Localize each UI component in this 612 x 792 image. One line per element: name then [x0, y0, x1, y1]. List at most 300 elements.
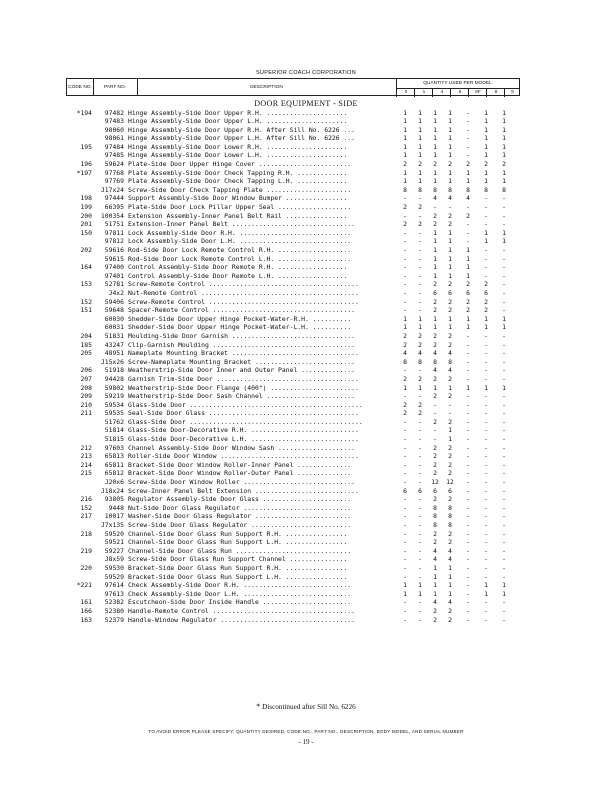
quantity-cell: - — [484, 220, 488, 229]
quantity-cell: 1 — [403, 125, 407, 134]
quantity-cell: 2 — [418, 374, 422, 383]
quantity-cell: 2 — [466, 280, 470, 289]
quantity-cell: - — [418, 392, 422, 401]
table-row — [0, 375, 612, 384]
part-no-cell: J7x135 — [100, 521, 124, 529]
quantity-cell: - — [466, 340, 470, 349]
quantity-cell: - — [418, 426, 422, 435]
quantity-cell: 1 — [448, 581, 452, 590]
part-no-cell: 97400 — [104, 263, 124, 272]
quantity-cell: 2 — [466, 160, 470, 169]
quantity-cell: 8 — [466, 185, 470, 194]
quantity-cell: - — [418, 529, 422, 538]
table-row — [0, 349, 612, 358]
quantity-cell: 6 — [484, 288, 488, 297]
quantity-cell: - — [484, 478, 488, 487]
part-no-cell: 48951 — [104, 349, 124, 358]
quantity-cell: 2 — [448, 331, 452, 340]
code-no-cell: 151 — [80, 306, 92, 315]
quantity-cell: - — [466, 142, 470, 151]
quantity-cell: 1 — [448, 134, 452, 143]
description-cell: Hinge Assembly-Side Door Lower L.H. ..................... — [128, 151, 348, 160]
table-row — [0, 401, 612, 410]
quantity-cell: 1 — [484, 323, 488, 332]
quantity-cell: - — [502, 374, 506, 383]
quantity-cell: 2 — [433, 460, 437, 469]
quantity-cell: - — [502, 572, 506, 581]
code-no-cell: 152 — [80, 297, 92, 306]
quantity-cell: 8 — [403, 357, 407, 366]
quantity-cell: - — [466, 237, 470, 246]
quantity-cell: 8 — [433, 185, 437, 194]
quantity-cell: 1 — [448, 108, 452, 117]
quantity-cell: 1 — [484, 237, 488, 246]
quantity-cell: 2 — [448, 306, 452, 315]
quantity-cell: - — [418, 495, 422, 504]
quantity-cell: - — [466, 495, 470, 504]
quantity-cell: - — [418, 246, 422, 254]
description-cell: Nameplate Mounting Bracket ................................. — [128, 349, 359, 358]
quantity-cell: - — [466, 469, 470, 478]
description-cell: Moulding-Side Door Garnish ................................ — [128, 331, 356, 340]
quantity-cell: 2 — [418, 203, 422, 212]
description-cell: Bracket-Side Door Glass Run Support L.H. ................ — [128, 572, 348, 581]
quantity-cell: 1 — [466, 271, 470, 280]
quantity-cell: 1 — [418, 383, 422, 392]
part-no-cell: 59615 — [104, 254, 124, 263]
part-no-cell: 60030 — [104, 314, 124, 323]
quantity-cell: 2 — [418, 409, 422, 418]
quantity-cell: 2 — [418, 160, 422, 169]
page-number: - 19 - — [298, 738, 314, 746]
description-cell: Lock Assembly-Side Door L.H. ............................. — [128, 237, 352, 246]
quantity-cell: 1 — [502, 108, 506, 117]
footnote-star: * — [256, 702, 261, 711]
quantity-cell: 1 — [466, 314, 470, 323]
quantity-cell: 2 — [433, 340, 437, 349]
quantity-cell: - — [484, 443, 488, 452]
table-row — [0, 495, 612, 504]
description-cell: Channel-Side Door Glass Run Support R.H. ................ — [128, 529, 348, 538]
quantity-cell: 1 — [433, 134, 437, 143]
quantity-cell: - — [502, 460, 506, 469]
quantity-cell: - — [466, 108, 470, 117]
quantity-cell: - — [418, 460, 422, 469]
description-cell: Hinge Assembly-Side Door Lower R.H. ..................... — [128, 142, 348, 151]
quantity-cell: - — [484, 572, 488, 581]
quantity-cell: - — [403, 598, 407, 607]
table-row — [0, 478, 612, 487]
model-header: 8 — [486, 88, 505, 97]
quantity-cell: 1 — [484, 151, 488, 160]
quantity-cell: 2 — [448, 417, 452, 426]
part-no-cell: 52382 — [104, 598, 124, 607]
quantity-cell: - — [403, 246, 407, 254]
description-cell: Nut-Remote Control ......................................... — [128, 288, 359, 297]
quantity-cell: - — [502, 598, 506, 607]
part-no-cell: 98061 — [104, 134, 124, 143]
part-no-cell: 59534 — [104, 400, 124, 409]
quantity-cell: 2 — [433, 392, 437, 401]
quantity-cell: - — [403, 521, 407, 529]
description-cell: Plate Assembly-Side Door Check Tapping L.H. ............. — [128, 177, 348, 186]
part-no-cell: 59624 — [104, 160, 124, 169]
quantity-cell: - — [418, 306, 422, 315]
quantity-cell: - — [466, 452, 470, 461]
quantity-cell: - — [466, 349, 470, 358]
quantity-cell: 1 — [466, 177, 470, 186]
quantity-cell: 1 — [418, 581, 422, 590]
quantity-cell: 8 — [433, 521, 437, 529]
code-no-cell: 212 — [80, 443, 92, 452]
quantity-cell: - — [403, 237, 407, 246]
quantity-cell: 2 — [418, 400, 422, 409]
table-row — [0, 263, 612, 272]
quantity-cell: - — [403, 615, 407, 624]
code-no-cell: 185 — [80, 340, 92, 349]
quantity-cell: - — [502, 443, 506, 452]
quantity-cell: 1 — [433, 263, 437, 272]
part-no-cell: 51918 — [104, 366, 124, 375]
quantity-cell: 2 — [418, 331, 422, 340]
quantity-cell: - — [403, 435, 407, 444]
part-no-cell: 59520 — [104, 529, 124, 538]
quantity-cell: - — [466, 615, 470, 624]
part-no-cell: 51831 — [104, 331, 124, 340]
quantity-cell: - — [466, 228, 470, 237]
description-cell: Clip-Garnish Moulding ..................................... — [128, 340, 356, 349]
quantity-cell: - — [484, 357, 488, 366]
quantity-cell: 1 — [433, 271, 437, 280]
quantity-cell: - — [484, 392, 488, 401]
table-row — [0, 358, 612, 367]
part-no-cell: 97482 — [104, 108, 124, 117]
quantity-cell: 1 — [448, 151, 452, 160]
part-no-cell: 94428 — [104, 374, 124, 383]
quantity-cell: - — [502, 426, 506, 435]
quantity-cell: 1 — [448, 254, 452, 263]
table-row — [0, 564, 612, 573]
quantity-cell: 1 — [502, 323, 506, 332]
quantity-cell: - — [403, 469, 407, 478]
quantity-cell: 2 — [448, 495, 452, 504]
quantity-cell: - — [418, 469, 422, 478]
code-no-cell: *197 — [76, 168, 92, 177]
quantity-cell: - — [466, 538, 470, 547]
quantity-cell: - — [502, 297, 506, 306]
quantity-cell: - — [466, 555, 470, 564]
quantity-cell: 2 — [448, 452, 452, 461]
quantity-cell: 2 — [448, 220, 452, 229]
quantity-cell: 2 — [433, 606, 437, 615]
table-row — [0, 194, 612, 203]
quantity-cell: 2 — [448, 392, 452, 401]
quantity-cell: - — [403, 538, 407, 547]
quantity-cell: 2 — [418, 220, 422, 229]
quantity-cell: - — [502, 417, 506, 426]
part-no-cell: J18x24 — [100, 486, 124, 495]
quantity-cell: - — [484, 606, 488, 615]
quantity-cell: 1 — [448, 228, 452, 237]
quantity-cell: 2 — [433, 160, 437, 169]
ordering-instruction: TO AVOID ERROR PLEASE SPECIFY; QUANTITY DESIRED, CODE NO., PART NO., DESCRIPTION, BODY MODEL, AND SERIAL NUMBER — [148, 729, 464, 734]
quantity-cell: 1 — [418, 314, 422, 323]
quantity-cell: - — [403, 546, 407, 555]
quantity-cell: 1 — [433, 168, 437, 177]
table-row — [0, 332, 612, 341]
description-cell: Bracket-Side Door Glass Run Support R.H. ................ — [128, 563, 348, 572]
model-header: 1 — [414, 88, 433, 97]
quantity-cell: 2 — [403, 374, 407, 383]
quantity-cell: 1 — [418, 177, 422, 186]
quantity-cell: - — [502, 340, 506, 349]
table-row — [0, 160, 612, 169]
part-no-cell: 10017 — [104, 512, 124, 521]
quantity-cell: 1 — [502, 228, 506, 237]
part-no-cell: 59227 — [104, 546, 124, 555]
part-no-cell: 59616 — [104, 246, 124, 254]
table-row — [0, 504, 612, 513]
quantity-cell: 4 — [448, 555, 452, 564]
table-row — [0, 461, 612, 470]
quantity-cell: 1 — [403, 323, 407, 332]
description-cell: Plate Assembly-Side Door Check Tapping R.H. ............. — [128, 168, 348, 177]
description-cell: Plate-Side Door Lock Pillar Upper Seal ................... — [128, 203, 352, 212]
table-row — [0, 598, 612, 607]
table-row — [0, 289, 612, 298]
quantity-cell: 2 — [433, 443, 437, 452]
part-no-cell: 97812 — [104, 237, 124, 246]
table-row — [0, 444, 612, 453]
quantity-cell: 1 — [448, 271, 452, 280]
quantity-cell: - — [403, 572, 407, 581]
table-row — [0, 151, 612, 160]
quantity-cell: 1 — [433, 581, 437, 590]
quantity-cell: - — [418, 263, 422, 272]
description-cell: Rod-Side Door Lock Remote Control R.H. ................... — [128, 246, 352, 254]
quantity-cell: 6 — [448, 288, 452, 297]
description-cell: Garnish Trim-Side Door ..................................... — [128, 374, 359, 383]
quantity-cell: 8 — [418, 185, 422, 194]
quantity-cell: - — [418, 366, 422, 375]
part-no-cell: J8x59 — [104, 555, 124, 564]
quantity-cell: - — [403, 392, 407, 401]
table-row — [0, 229, 612, 238]
description-cell: Screw-Remote Control ....................................... — [128, 297, 359, 306]
table-row — [0, 581, 612, 590]
quantity-cell: - — [466, 134, 470, 143]
quantity-cell: 8 — [403, 185, 407, 194]
quantity-cell: 2 — [418, 340, 422, 349]
quantity-cell: 1 — [433, 589, 437, 598]
quantity-cell: - — [418, 237, 422, 246]
table-row — [0, 126, 612, 135]
quantity-cell: 2 — [448, 460, 452, 469]
quantity-cell: 1 — [448, 237, 452, 246]
description-cell: Regulator Assembly-Side Door Glass ....................... — [128, 495, 352, 504]
quantity-cell: 1 — [502, 125, 506, 134]
quantity-cell: - — [502, 331, 506, 340]
code-no-cell: 153 — [80, 280, 92, 289]
quantity-cell: 4 — [448, 366, 452, 375]
part-no-cell: 65811 — [104, 460, 124, 469]
description-cell: Washer-Side Door Glass Regulator ......................... — [128, 512, 352, 521]
quantity-cell: 2 — [403, 160, 407, 169]
quantity-cell: 2 — [484, 306, 488, 315]
table-row — [0, 392, 612, 401]
quantity-cell: 1 — [448, 426, 452, 435]
quantity-cell: 1 — [418, 589, 422, 598]
quantity-cell: 1 — [466, 323, 470, 332]
quantity-cell: - — [502, 521, 506, 529]
table-row — [0, 547, 612, 556]
part-no-cell: 97613 — [104, 589, 124, 598]
quantity-cell: 1 — [433, 151, 437, 160]
quantity-cell: - — [502, 357, 506, 366]
quantity-cell: - — [403, 297, 407, 306]
quantity-cell: - — [418, 606, 422, 615]
quantity-cell: 2 — [466, 306, 470, 315]
model-header: 4 — [432, 88, 451, 97]
quantity-cell: - — [418, 443, 422, 452]
quantity-cell: 2 — [433, 529, 437, 538]
quantity-cell: 1 — [448, 383, 452, 392]
part-no-cell: 97614 — [104, 581, 124, 590]
quantity-cell: 2 — [448, 280, 452, 289]
quantity-cell: - — [484, 435, 488, 444]
table-row — [0, 109, 612, 118]
quantity-cell: - — [484, 521, 488, 529]
description-cell: Screw-Nameplate Mounting Bracket .......................... — [128, 357, 356, 366]
quantity-cell: 1 — [484, 125, 488, 134]
quantity-cell: - — [466, 443, 470, 452]
quantity-cell: - — [502, 563, 506, 572]
quantity-cell: - — [466, 117, 470, 126]
quantity-cell: - — [484, 366, 488, 375]
quantity-cell: - — [403, 606, 407, 615]
quantity-cell: - — [466, 589, 470, 598]
quantity-cell: - — [466, 331, 470, 340]
quantity-cell: 1 — [502, 151, 506, 160]
part-no-cell: 97484 — [104, 142, 124, 151]
quantity-cell: - — [466, 529, 470, 538]
quantity-cell: - — [502, 280, 506, 289]
description-cell: Hinge Assembly-Side Door Upper L.H. After Sill No. 6226 ... — [128, 134, 356, 143]
model-header: 0 — [396, 88, 415, 97]
quantity-cell: - — [484, 417, 488, 426]
quantity-cell: 2 — [433, 220, 437, 229]
quantity-cell: 1 — [502, 177, 506, 186]
quantity-cell: 1 — [418, 168, 422, 177]
quantity-cell: 1 — [433, 246, 437, 254]
code-no-cell: 200 — [80, 211, 92, 220]
quantity-cell: 2 — [448, 529, 452, 538]
table-row — [0, 521, 612, 530]
quantity-cell: 1 — [433, 125, 437, 134]
quantity-cell: - — [418, 194, 422, 203]
quantity-cell: - — [403, 228, 407, 237]
quantity-cell: - — [502, 366, 506, 375]
quantity-cell: - — [502, 503, 506, 512]
part-no-cell: 97401 — [104, 271, 124, 280]
code-no-cell: 213 — [80, 452, 92, 461]
quantity-cell: - — [466, 606, 470, 615]
quantity-cell: 6 — [448, 486, 452, 495]
quantity-cell: - — [418, 598, 422, 607]
model-header: 6 — [450, 88, 469, 97]
table-row — [0, 237, 612, 246]
description-cell: Hinge Assembly-Side Door Upper R.H. ..................... — [128, 108, 348, 117]
quantity-cell: 2 — [448, 160, 452, 169]
quantity-cell: - — [418, 538, 422, 547]
quantity-cell: 1 — [418, 323, 422, 332]
model-header: 6F — [468, 88, 487, 97]
quantity-cell: - — [433, 400, 437, 409]
quantity-cell: 1 — [466, 383, 470, 392]
code-no-cell: 199 — [80, 203, 92, 212]
quantity-cell: - — [502, 538, 506, 547]
quantity-cell: - — [502, 546, 506, 555]
quantity-cell: 1 — [448, 263, 452, 272]
quantity-cell: - — [502, 452, 506, 461]
description-cell: Channel-Side Door Glass Run .............................. — [128, 546, 352, 555]
quantity-cell: 1 — [403, 581, 407, 590]
quantity-cell: 2 — [448, 374, 452, 383]
quantity-cell: - — [484, 486, 488, 495]
part-no-cell: 59802 — [104, 383, 124, 392]
quantity-cell: 1 — [418, 142, 422, 151]
description-cell: Rod-Side Door Lock Remote Control L.H. ................... — [128, 254, 352, 263]
code-no-cell: 166 — [80, 606, 92, 615]
quantity-cell: - — [448, 203, 452, 212]
footnote — [0, 702, 612, 711]
quantity-cell: 2 — [403, 409, 407, 418]
description-cell: Shedder-Side Door Upper Hinge Pocket-Water-R.H. .......... — [128, 314, 352, 323]
quantity-cell: 4 — [433, 194, 437, 203]
quantity-cell: - — [403, 288, 407, 297]
quantity-cell: 6 — [403, 486, 407, 495]
table-row — [0, 384, 612, 393]
quantity-cell: 2 — [448, 211, 452, 220]
quantity-cell: 2 — [448, 340, 452, 349]
quantity-cell: 2 — [433, 374, 437, 383]
quantity-cell: 2 — [403, 340, 407, 349]
description-cell: Channel Assembly-Side Door Window Sash .................... — [128, 443, 356, 452]
quantity-cell: - — [433, 435, 437, 444]
part-no-cell: 60031 — [104, 323, 124, 332]
quantity-cell: 2 — [502, 160, 506, 169]
quantity-cell: - — [466, 392, 470, 401]
quantity-cell: 1 — [403, 117, 407, 126]
quantity-cell: - — [466, 512, 470, 521]
quantity-cell: - — [403, 366, 407, 375]
quantity-cell: - — [484, 563, 488, 572]
description-header: DESCRIPTION — [137, 79, 397, 95]
part-no-cell: 97444 — [104, 194, 124, 203]
quantity-cell: 2 — [433, 331, 437, 340]
quantity-cell: 8 — [448, 503, 452, 512]
quantity-cell: - — [484, 254, 488, 263]
quantity-cell: - — [466, 521, 470, 529]
quantity-cell: 1 — [502, 581, 506, 590]
description-cell: Seal-Side Door Glass ....................................... — [128, 409, 359, 418]
quantity-cell: - — [418, 563, 422, 572]
quantity-cell: - — [484, 211, 488, 220]
quantity-cell: - — [418, 478, 422, 487]
quantity-cell: 1 — [433, 323, 437, 332]
part-no-cell: 52781 — [104, 280, 124, 289]
quantity-cell: 1 — [502, 589, 506, 598]
